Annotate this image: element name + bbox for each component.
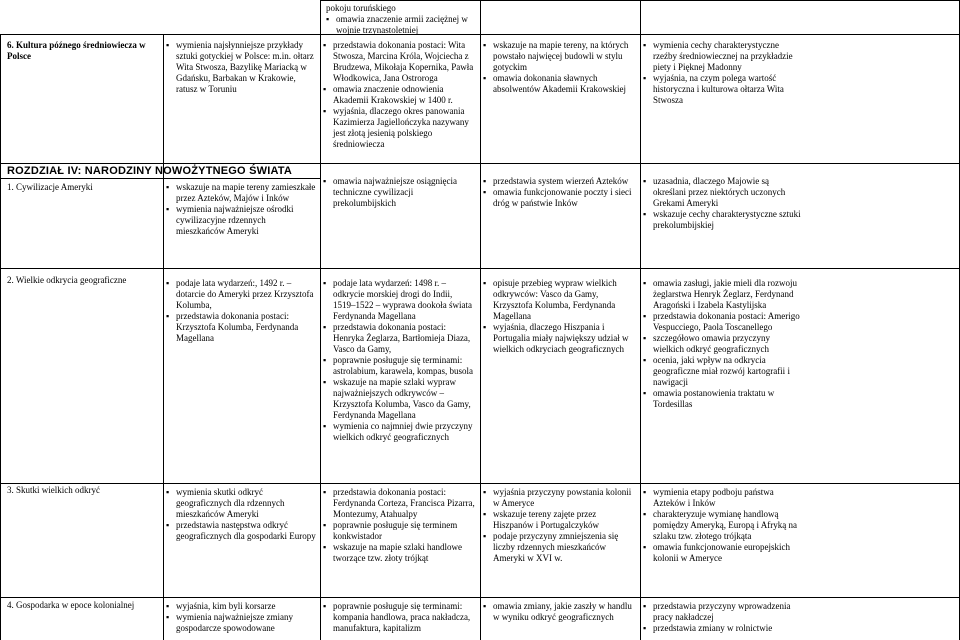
top-partial-list bbox=[326, 3, 476, 14]
list-item: ▪ wskazuje na mapie tereny, na których powstało najwięcej budowli w stylu gotyckim bbox=[483, 40, 636, 73]
list-item: ▪ wymienia cechy charakterystyczne rzeźby średniowiecznej na przykładzie piety i Pięknej Madonny bbox=[643, 40, 803, 73]
row4-col5 bbox=[643, 487, 803, 564]
list-item: ▪ przedstawia dokonania postaci: Henryka Żeglarza, Bartłomieja Diaza, Vasco da Gamy, bbox=[323, 322, 476, 355]
row3-col2 bbox=[166, 278, 316, 344]
list-item: ▪ wymienia skutki odkryć geograficznych dla rdzennych mieszkańców Ameryki bbox=[166, 487, 316, 520]
list-item: ▪ wskazuje na mapie tereny zamieszkałe przez Azteków, Majów i Inków bbox=[166, 182, 316, 204]
row2-topic: 1. Cywilizacje Ameryki bbox=[7, 182, 93, 192]
list-item: ▪ podaje przyczyny zmniejszenia się liczby rdzennych mieszkańców Ameryki w XVI w. bbox=[483, 531, 636, 564]
row4-col2 bbox=[166, 487, 316, 542]
row1-col4 bbox=[483, 40, 636, 95]
list-item: ▪ przedstawia przyczyny wprowadzenia pracy nakładczej bbox=[643, 601, 803, 623]
row2-col2 bbox=[166, 182, 316, 237]
chapter-heading: ROZDZIAŁ IV: NARODZINY NOWOŻYTNEGO ŚWIATA bbox=[7, 165, 293, 177]
list-item: ▪ omawia najważniejsze osiągnięcia techniczne cywilizacji prekolumbijskich bbox=[323, 176, 476, 209]
list-item: ▪ wymienia najsłynniejsze przykłady sztuki gotyckiej w Polsce: m.in. ołtarz Wita Stwosza, Bazylikę Mariacką w Gdańsku, Barbakan w Krakowie, ratusz w Toruniu bbox=[166, 40, 316, 95]
list-item: ▪ wymienia najważniejsze ośrodki cywilizacyjne rdzennych mieszkańców Ameryki bbox=[166, 204, 316, 237]
row3-col4 bbox=[483, 278, 636, 355]
list-item: ▪ przedstawia system wierzeń Azteków bbox=[483, 176, 636, 187]
row1-topic: 6. Kultura późnego średniowiecza w Polsce bbox=[7, 40, 146, 61]
list-item: ▪ przedstawia dokonania postaci: Ferdynanda Corteza, Francisca Pizarra, Montezumy, Atahualpy bbox=[323, 487, 476, 520]
list-item: ▪ ocenia, jaki wpływ na odkrycia geograficzne miał rozwój kartografii i nawigacji bbox=[643, 355, 803, 388]
list-item: ▪ charakteryzuje wymianę handlową pomiędzy Ameryką, Europą i Afryką na szlaku tzw. złotego trójkąta bbox=[643, 509, 803, 542]
list-item: ▪ wskazuje tereny zajęte przez Hiszpanów i Portugalczyków bbox=[483, 509, 636, 531]
list-item: ▪ wskazuje cechy charakterystyczne sztuki prekolumbijskiej bbox=[643, 209, 803, 231]
row5-col4 bbox=[483, 601, 636, 640]
list-item: ▪ wskazuje na mapie szlaki handlowe tworzące tzw. złoty trójkąt bbox=[323, 542, 476, 564]
list-item: ▪ omawia zasługi, jakie mieli dla rozwoju żeglarstwa Henryk Żeglarz, Ferdynand Aragoński i Izabela Kastylijska bbox=[643, 278, 803, 311]
list-item: ▪ przedstawia następstwa odkryć geograficznych dla gospodarki Europy bbox=[166, 520, 316, 542]
list-item: ▪ wymienia co najmniej dwie przyczyny wielkich odkryć geograficznych bbox=[323, 421, 476, 443]
list-item: ▪ omawia zmiany, jakie zaszły w handlu w wyniku odkryć geograficznych bbox=[483, 601, 636, 623]
list-item: ▪ omawia znaczenie armii zaciężnej w wojnie trzynastoletniej bbox=[326, 14, 476, 36]
row4-topic: 3. Skutki wielkich odkryć bbox=[7, 485, 100, 495]
row2-col5 bbox=[643, 176, 803, 231]
row3-col5 bbox=[643, 278, 803, 410]
list-item: ▪ wyjaśnia, kim byli korsarze bbox=[166, 601, 316, 612]
row2-col3 bbox=[323, 176, 476, 209]
row3-col3 bbox=[323, 278, 476, 443]
list-item: ▪ przedstawia dokonania postaci: Amerigo Vespucciego, Paola Toscanellego bbox=[643, 311, 803, 333]
list-item: ▪ przedstawia zmiany w rolnictwie bbox=[643, 623, 803, 634]
list-item: ▪ omawia dokonania sławnych absolwentów Akademii Krakowskiej bbox=[483, 73, 636, 95]
list-item: ▪ poprawnie posługuje się terminami: astrolabium, karawela, kompas, busola bbox=[323, 355, 476, 377]
list-item: ▪ uzasadnia, dlaczego Majowie są określani przez niektórych uczonych Grekami Ameryki bbox=[643, 176, 803, 209]
list-item: ▪ szczegółowo omawia przyczyny wielkich odkryć geograficznych bbox=[643, 333, 803, 355]
list-item: ▪ omawia znaczenie odnowienia Akademii Krakowskiej w 1400 r. bbox=[323, 84, 476, 106]
row5-col5 bbox=[643, 601, 803, 640]
top-partial-cell bbox=[326, 3, 476, 36]
list-item: ▪ poprawnie posługuje się terminem konkwistador bbox=[323, 520, 476, 542]
list-item: ▪ omawia postanowienia traktatu w Tordesillas bbox=[643, 388, 803, 410]
list-item: ▪ wyjaśnia przyczyny powstania kolonii w Ameryce bbox=[483, 487, 636, 509]
list-item: ▪ przedstawia dokonania postaci: Wita Stwosza, Marcina Króla, Wojciecha z Brudzewa, Mikołaja Kopernika, Pawła Włodkowica, Jana Ostroroga bbox=[323, 40, 476, 84]
list-item: ▪ omawia funkcjonowanie poczty i sieci dróg w państwie Inków bbox=[483, 187, 636, 209]
list-item: ▪ wyjaśnia, dlaczego okres panowania Kazimierza Jagiellończyka nazywany jest złotą jesienią polskiego średniowiecza bbox=[323, 106, 476, 150]
list-item: ▪ wymienia etapy podboju państwa Azteków i Inków bbox=[643, 487, 803, 509]
row5-col3 bbox=[323, 601, 476, 640]
list-item: ▪ wymienia najważniejsze zmiany gospodarcze spowodowane bbox=[166, 612, 316, 634]
row2-col4 bbox=[483, 176, 636, 209]
row5-col2 bbox=[166, 601, 316, 640]
list-item: ▪ podaje lata wydarzeń: 1498 r. – odkrycie morskiej drogi do Indii, 1519–1522 – wyprawa dookoła świata Ferdynanda Magellana bbox=[323, 278, 476, 322]
list-item: ▪ poprawnie posługuje się terminami: kompania handlowa, praca nakładcza, manufaktura, kapitalizm bbox=[323, 601, 476, 634]
list-item: ▪ podaje lata wydarzeń:, 1492 r. – dotarcie do Ameryki przez Krzysztofa Kolumba, bbox=[166, 278, 316, 311]
list-item: ▪ omawia funkcjonowanie europejskich kolonii w Ameryce bbox=[643, 542, 803, 564]
list-item: ▪ wyjaśnia, dlaczego Hiszpania i Portugalia miały największy udział w wielkich odkryciach geograficznych bbox=[483, 322, 636, 355]
list-item: ▪ wskazuje na mapie szlaki wypraw najważniejszych odkrywców – Krzysztofa Kolumba, Vasco da Gamy, Ferdynanda Magellana bbox=[323, 377, 476, 421]
list-item: pokoju toruńskiego bbox=[326, 3, 396, 13]
row1-col3 bbox=[323, 40, 476, 150]
row5-topic: 4. Gospodarka w epoce kolonialnej bbox=[7, 600, 135, 610]
row3-topic: 2. Wielkie odkrycia geograficzne bbox=[7, 275, 127, 285]
list-item: ▪ opisuje przebieg wypraw wielkich odkrywców: Vasco da Gamy, Krzysztofa Kolumba, Ferdynanda Magellana bbox=[483, 278, 636, 322]
row4-col4 bbox=[483, 487, 636, 564]
list-item: ▪ wyjaśnia, na czym polega wartość historyczna i kulturowa ołtarza Wita Stwosza bbox=[643, 73, 803, 106]
list-item: ▪ przedstawia dokonania postaci: Krzysztofa Kolumba, Ferdynanda Magellana bbox=[166, 311, 316, 344]
row4-col3 bbox=[323, 487, 476, 564]
top-partial-list-2 bbox=[326, 14, 476, 36]
row1-col2 bbox=[166, 40, 316, 95]
row1-col5 bbox=[643, 40, 803, 106]
